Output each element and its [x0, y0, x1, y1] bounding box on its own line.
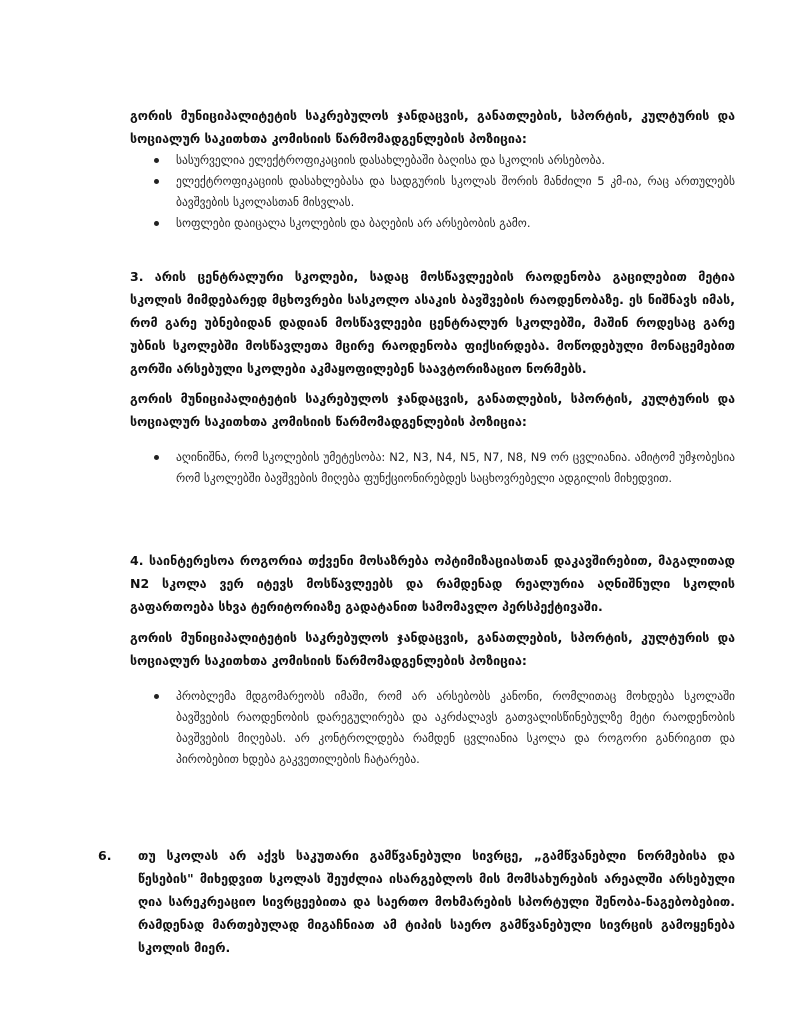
bullet-item: სოფლები დაიცალა სკოლების და ბაღების არ არსებობის გამო.: [130, 213, 735, 234]
question-paragraph: 3. არის ცენტრალური სკოლები, სადაც მოსწავლეების რაოდენობა გაცილებით მეტია სკოლის მიმდებარედ მცხოვრები სასკოლო ასაკის ბავშვების რაოდენობაზე. ეს ნიშნავს იმას, რომ გარე უბნებიდან დადიან მოსწავლეები ცენტრალურ სკოლებში, მაშინ როდესაც გარე უბნის სკოლებში მოსწავლეთა მცირე რაოდენობა ფიქსირდება. მოწოდებული მონაცემებით გორში არსებული სკოლები აკმაყოფილებენ საავტორიზაციო ნორმებს.: [130, 269, 735, 376]
bullet-item: აღინიშნა, რომ სკოლების უმეტესობა: N2, N3, N4, N5, N7, N8, N9 ორ ცვლიანია. ამიტომ უმჯობესია რომ სკოლებში ბავშვების მიღება ფუნქციონირებდეს საცხოვრებელი ადგილის მიხედვით.: [130, 447, 735, 489]
bullet-item: პრობლემა მდგომარეობს იმაში, რომ არ არსებობს კანონი, რომლითაც მოხდება სკოლაში ბავშვების რაოდენობის დარეგულირება და აკრძალავს გათვალისწინებულზე მეტი რაოდენობის ბავშვების მიღებას. არ კონტროლდება რამდენ ცვლიანია სკოლა და როგორი განრიგით და პირობებით ხდება გაკვეთილების ჩატარება.: [130, 686, 735, 770]
item-number: 6.: [98, 848, 112, 863]
bullet-item: ელექტროფიკაციის დასახლებასა და სადგურის სკოლას შორის მანძილი 5 კმ-ია, რაც ართულებს ბავშვების სკოლასთან მისვლას.: [130, 171, 735, 213]
section-3: [130, 265, 735, 380]
commission-position-heading: გორის მუნიციპალიტეტის საკრებულოს ჯანდაცვის, განათლების, სპორტის, კულტურის და სოციალურ საკითხთა კომისიის წარმომადგენლების პოზიცია:: [130, 630, 735, 668]
section-6: [98, 844, 735, 959]
section-a: [130, 104, 735, 234]
question-paragraph: 4. საინტერესოა როგორია თქვენი მოსაზრება ოპტიმიზაციასთან დაკავშირებით, მაგალითად N2 სკოლა ვერ იტევს მოსწავლეებს და რამდენად რეალურია აღნიშნული სკოლის გაფართოება სხვა ტერიტორიაზე გადატანით სამომავლო პერსპექტივაში.: [130, 553, 735, 614]
commission-position-heading: გორის მუნიციპალიტეტის საკრებულოს ჯანდაცვის, განათლების, სპორტის, კულტურის და სოციალურ საკითხთა კომისიის წარმომადგენლების პოზიცია:: [130, 108, 735, 146]
commission-position-heading: გორის მუნიციპალიტეტის საკრებულოს ჯანდაცვის, განათლების, სპორტის, კულტურის და სოციალურ საკითხთა კომისიის წარმომადგენლების პოზიცია:: [130, 391, 735, 429]
section-4-position: [130, 626, 735, 770]
bullet-list: [130, 447, 735, 489]
section-3-position: [130, 387, 735, 489]
bullet-list: [130, 686, 735, 770]
question-paragraph: თუ სკოლას არ აქვს საკუთარი გამწვანებული სივრცე, „გამწვანებლი ნორმებისა და წესების" მიხედვით სკოლას შეუძლია ისარგებლოს მის მომსახურების არეალში არსებული ღია სარეკრეაციო სივრცეებითა და საერთო მოხმარების სპორტული შენობა-ნაგებობებით. რამდენად მართებულად მიგაჩნიათ ამ ტიპის საერო გამწვანებული სივრცის გამოყენება სკოლის მიერ.: [138, 848, 735, 955]
bullet-item: სასურველია ელექტროფიკაციის დასახლებაში ბაღისა და სკოლის არსებობა.: [130, 150, 735, 171]
bullet-list: [130, 150, 735, 234]
section-4: [130, 549, 735, 618]
